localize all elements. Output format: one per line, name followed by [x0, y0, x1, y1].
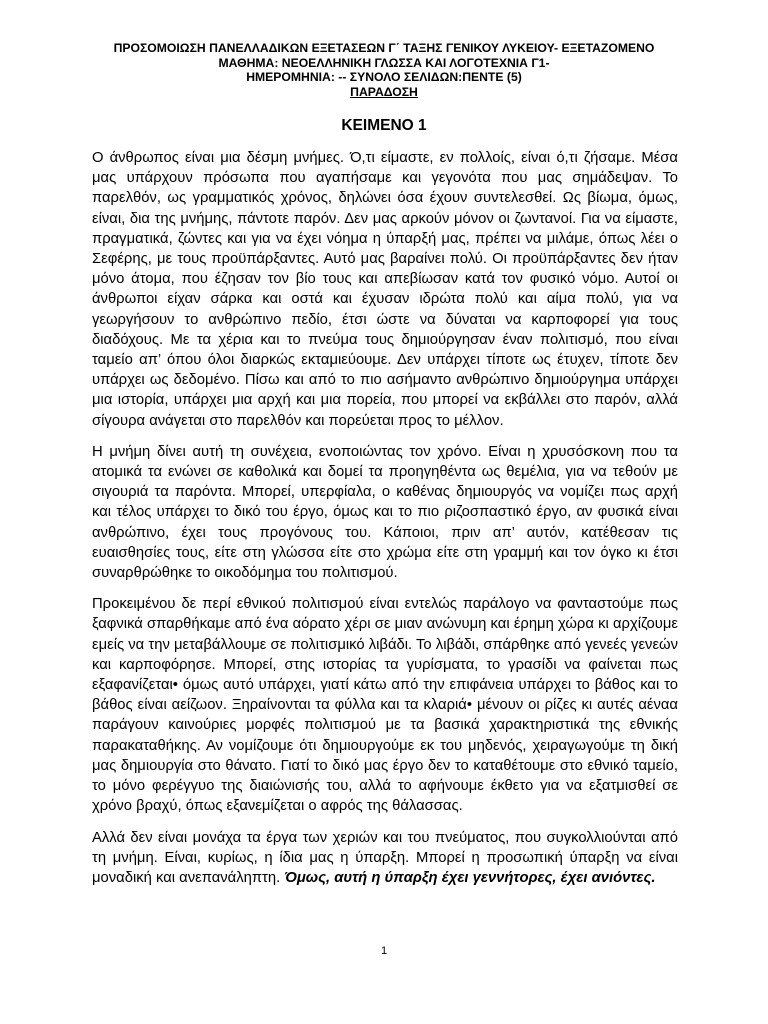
page-number: 1 [380, 945, 388, 957]
paragraph-4 [92, 828, 678, 889]
header-line-date-pages: ΗΜΕΡΟΜΗΝΙΑ: -- ΣΥΝΟΛΟ ΣΕΛΙΔΩΝ:ΠΕΝΤΕ (5) [246, 70, 522, 84]
document-title: ΚΕΙΜΕΝΟ 1 [341, 117, 427, 134]
paragraph-1: Ο άνθρωπος είναι μια δέσμη μνήμες. Ό,τι είμαστε, εν πολλοίς, είναι ό,τι ζήσαμε. Μέσα μας υπάρχουν πρόσωπα που αγαπήσαμε και γεγονότα που μας σημάδεψαν. Το παρελθόν, ως γραμματικός χρόνος, δηλώνει όσα έχουν συντελεσθεί. Ως βίωμα, όμως, είναι, δια της μνήμης, πάντοτε παρόν. Δεν μας αρκούν μόνον οι ζωντανοί. Για να είμαστε, πραγματικά, ζώντες και για να έχει νόημα η ύπαρξή μας, πρέπει να μιλάμε, όπως λέει ο Σεφέρης, με τους προϋπάρξαντες. Αυτό μας βαραίνει πολύ. Οι προϋπάρξαντες δεν ήταν μόνο άτομα, που έζησαν τον βίο τους και απεβίωσαν κατά τον φυσικό νόμο. Αυτοί οι άνθρωποι είχαν σάρκα και οστά και έχυσαν ιδρώτα πολύ και αίμα πολύ, για να γεωργήσουν το ανθρώπινο πεδίο, έτσι ώστε να δύναται να καρποφορεί για τους διαδόχους. Με τα χέρια και το πνεύμα τους δημιούργησαν έναν πολιτισμό, που είναι ταμείο απ’ όπου όλοι διαρκώς εκταμιεύουμε. Δεν υπάρχει τίποτε ως έτυχεν, τίποτε δεν υπάρχει ως δεδομένο. Πίσω και από το πιο ασήμαντο ανθρώπινο δημιούργημα υπάρχει μια ιστορία, υπάρχει μια αρχή και μια πορεία, που μπορεί να εκβάλλει στο παρόν, αλλά σίγουρα ανάγεται στο παρελθόν και πορεύεται προς το μέλλον. [92, 150, 678, 429]
header-line-delivery: ΠΑΡΑΔΟΣΗ [350, 84, 418, 99]
paragraph-3: Προκειμένου δε περί εθνικού πολιτισμού είναι εντελώς παράλογο να φανταστούμε πως ξαφνικά σπαρθήκαμε από ένα αόρατο χέρι σε μιαν ανώνυμη και έρημη χώρα κι αρχίζουμε εμείς να την μεταβάλλουμε σε πολιτισμικό λιβάδι. Το λιβάδι, σπάρθηκε από γενεές γενεών και καρποφόρησε. Μπορεί, στης ιστορίας τα γυρίσματα, το γρασίδι να φαίνεται πως εξαφανίζεται• όμως αυτό υπάρχει, γιατί κάτω από την επιφάνεια υπάρχει το βάθος και το βάθος είναι αείζωον. Ξηραίνονται τα φύλλα και τα κλαριά• μένουν οι ρίζες κι αυτές αέναα παράγουν καινούριες μορφές πολιτισμού με τα βασικά χαρακτηριστικά της εθνικής παρακαταθήκης. Αν νομίζουμε ότι δημιουργούμε εκ του μηδενός, χειραγωγούμε τη δική μας δημιουργία στο θάνατο. Γιατί το δικό μας έργο δεν το καταθέτουμε στο εθνικό ταμείο, το μόνο φερέγγυο της διαιώνισής του, αλλά το αφήνουμε έκθετο για να εξατμισθεί σε χρόνο βραχύ, όπως εξανεμίζεται ο αφρός της θάλασσας. [92, 596, 678, 815]
paragraph-4-text: Αλλά δεν είναι μονάχα τα έργα των χεριών και του πνεύματος, που συγκολλιούνται από τη μνήμη. Είναι, κυρίως, η ίδια μας η ύπαρξη. Μπορεί η προσωπική ύπαρξη να είναι μοναδική και ανεπανάληπτη. [92, 829, 678, 886]
paragraph-2: Η μνήμη δίνει αυτή τη συνέχεια, ενοποιώντας τον χρόνο. Είναι η χρυσόσκονη που τα ατομικά τα ενώνει σε καθολικά και δομεί τα προηγηθέντα ως θεμέλια, για να τεθούν με σιγουριά τα παρόντα. Μπορεί, υπερφίαλα, ο καθένας δημιουργός να νομίζει πως αρχή και τέλος υπάρχει το δικό του έργο, όμως και το πιο ριζοσπαστικό έργο, αν φυσικά είναι ανθρώπινο, έχει τους προγόνους του. Κάποιοι, πριν απ’ αυτόν, κατέθεσαν τις ευαισθησίες τους, είτε στη γλώσσα είτε στο χρώμα είτε στη γραμμή και τον όγκο κι έτσι συναρθρώθηκε το οικοδόμημα του πολιτισμού. [92, 443, 678, 582]
paragraph-4-emphasis: Όμως, αυτή η ύπαρξη έχει γεννήτορες, έχει ανιόντες. [284, 869, 656, 886]
header-line-exam-title: ΠΡΟΣΟΜΟΙΩΣΗ ΠΑΝΕΛΛΑΔΙΚΩΝ ΕΞΕΤΑΣΕΩΝ Γ΄ ΤΑΞΗΣ ΓΕΝΙΚΟΥ ΛΥΚΕΙΟΥ- ΕΞΕΤΑΖΟΜΕΝΟ [113, 41, 655, 55]
exam-header [60, 41, 708, 99]
document-body [92, 148, 678, 899]
header-line-subject: ΜΑΘΗΜΑ: ΝΕΟΕΛΛΗΝΙΚΗ ΓΛΩΣΣΑ ΚΑΙ ΛΟΓΟΤΕΧΝΙΑ Γ1- [218, 55, 550, 70]
